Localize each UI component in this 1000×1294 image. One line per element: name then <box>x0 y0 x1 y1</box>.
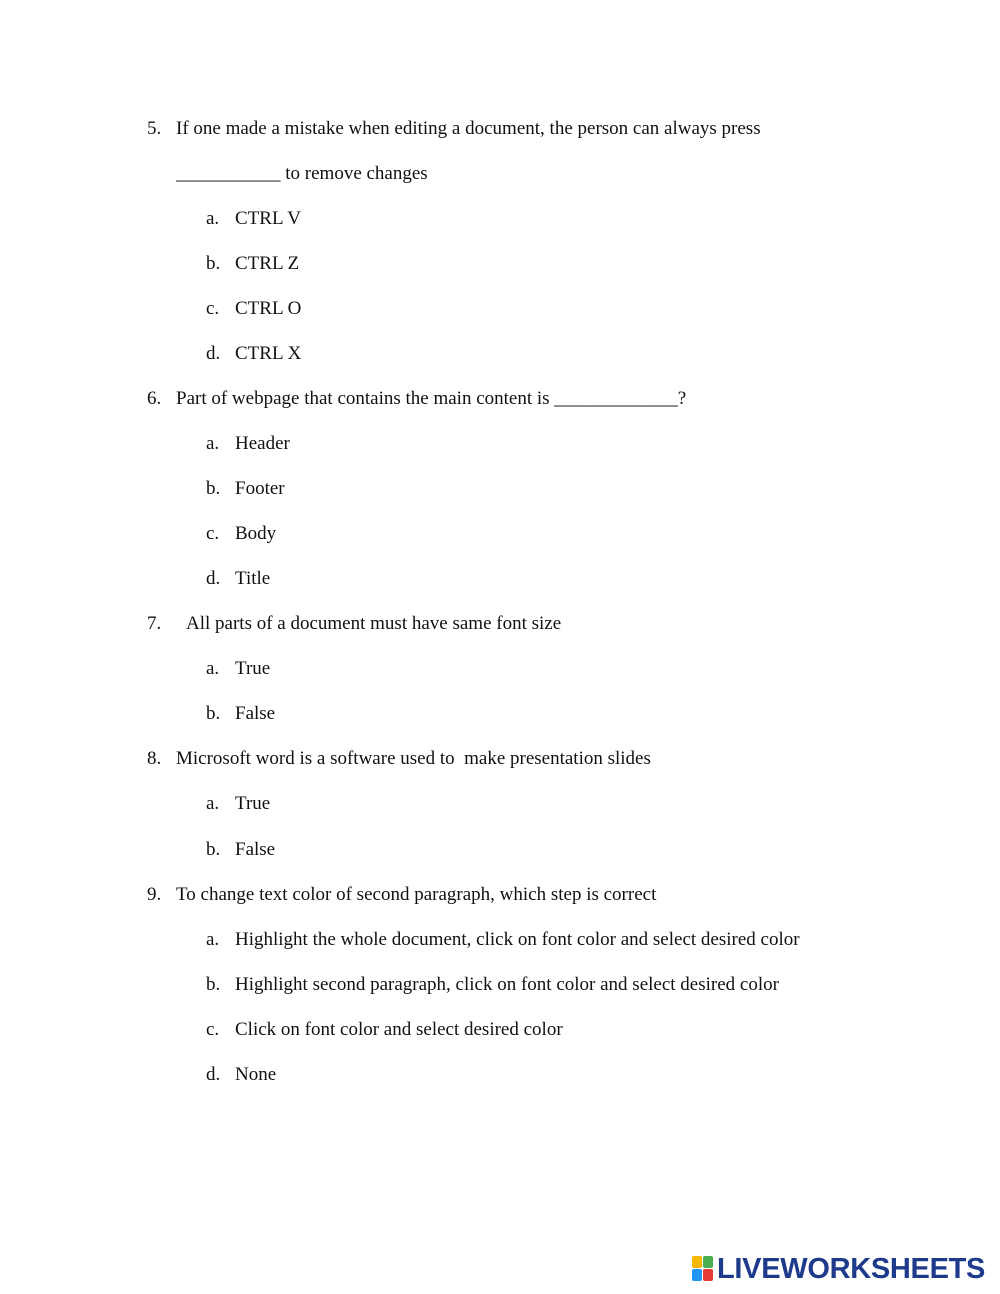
question-number: 7. <box>147 613 162 634</box>
question-number: 5. <box>147 118 162 139</box>
option-text: Click on font color and select desired color <box>235 1019 563 1040</box>
option-text: True <box>235 658 271 679</box>
option-text: CTRL Z <box>235 253 300 274</box>
option-text: True <box>235 793 271 814</box>
option-label: d. <box>206 568 221 589</box>
option-text: None <box>235 1064 277 1085</box>
option-label: c. <box>206 1019 220 1040</box>
option-text: False <box>235 703 276 724</box>
option-text: CTRL X <box>235 343 302 364</box>
option-text: Title <box>235 568 271 589</box>
option-label: d. <box>206 1064 221 1085</box>
option-label: a. <box>206 658 220 679</box>
question-number: 6. <box>147 388 162 409</box>
option-label: b. <box>206 478 221 499</box>
option-text: Header <box>235 433 290 454</box>
option-text: Highlight the whole document, click on font color and select desired color <box>235 929 800 950</box>
option-label: b. <box>206 703 221 724</box>
logo-mark-icon <box>692 1256 714 1282</box>
option-text: CTRL O <box>235 298 302 319</box>
option-text: CTRL V <box>235 208 301 229</box>
question-text: All parts of a document must have same font size <box>186 613 562 634</box>
option-label: a. <box>206 208 220 229</box>
option-text: Footer <box>235 478 285 499</box>
liveworksheets-logo <box>692 1253 985 1285</box>
question-number: 9. <box>147 884 162 905</box>
option-label: c. <box>206 298 220 319</box>
question-number: 8. <box>147 748 162 769</box>
logo-wordmark: LIVEWORKSHEETS <box>717 1253 986 1285</box>
option-label: c. <box>206 523 220 544</box>
option-label: b. <box>206 839 221 860</box>
option-text: False <box>235 839 276 860</box>
option-text: Body <box>235 523 277 544</box>
question-text-continued: ___________ to remove changes <box>176 163 428 184</box>
question-text: Part of webpage that contains the main content is _____________? <box>176 388 687 409</box>
option-label: a. <box>206 433 220 454</box>
option-text: Highlight second paragraph, click on font color and select desired color <box>235 974 779 995</box>
option-label: a. <box>206 929 220 950</box>
option-label: b. <box>206 253 221 274</box>
option-label: b. <box>206 974 221 995</box>
option-label: a. <box>206 793 220 814</box>
option-label: d. <box>206 343 221 364</box>
question-text: To change text color of second paragraph, which step is correct <box>176 884 657 905</box>
question-text: Microsoft word is a software used to make presentation slides <box>176 748 651 769</box>
question-text: If one made a mistake when editing a document, the person can always press <box>176 118 761 139</box>
